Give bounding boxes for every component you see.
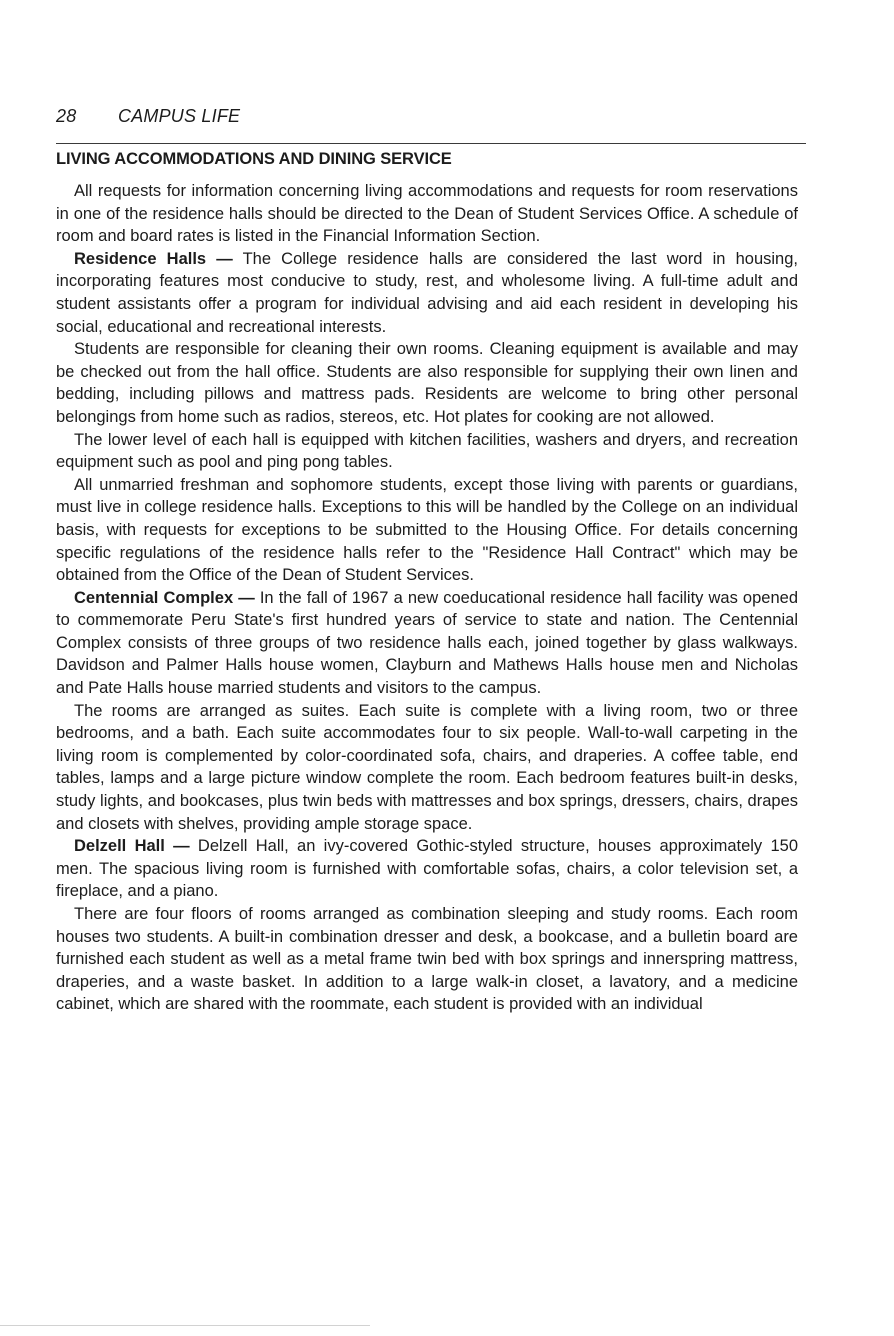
- section-heading: LIVING ACCOMMODATIONS AND DINING SERVICE: [56, 150, 452, 168]
- paragraph-text: Delzell Hall, an ivy-covered Gothic-styled structure, houses approximately 150 men. The spacious living room is furnished with comfortable sofas, chairs, a color television set, a fireplace, and a piano.: [56, 837, 798, 901]
- paragraph-delzell-rooms: [56, 903, 798, 1016]
- paragraph-residence-halls: [56, 248, 798, 338]
- paragraph-text: The rooms are arranged as suites. Each suite is complete with a living room, two or three bedrooms, and a bath. Each suite accommodates four to six people. Wall-to-wall carpeting in the living room is complemented by color-coordinated sofa, chairs, and draperies. A coffee table, end tables, lamps and a large picture window complete the room. Each bedroom features built-in desks, study lights, and bookcases, plus twin beds with mattresses and box springs, dressers, chairs, drapes and closets with shelves, providing ample storage space.: [56, 701, 798, 833]
- running-title: CAMPUS LIFE: [118, 106, 241, 126]
- bottom-edge-line: [0, 1325, 370, 1326]
- paragraph-text: The College residence halls are considered the last word in housing, incorporating features most conducive to study, rest, and wholesome living. A full-time adult and student assistants offer a program for individual advising and aid each resident in developing his social, educational and recreational interests.: [56, 249, 798, 336]
- paragraph-cleaning: [56, 338, 798, 428]
- paragraph-lead: Delzell Hall —: [74, 837, 190, 856]
- paragraph-text: The lower level of each hall is equipped with kitchen facilities, washers and dryers, and recreation equipment such as pool and ping pong tables.: [56, 430, 798, 472]
- paragraph-requests: [56, 180, 798, 248]
- paragraph-lower-level: [56, 429, 798, 474]
- paragraph-residency-requirement: [56, 474, 798, 587]
- paragraph-text: There are four floors of rooms arranged as combination sleeping and study rooms. Each room houses two students. A built-in combination dresser and desk, a bookcase, and a bulletin board are furnished each student as well as a metal frame twin bed with box springs and innerspring mattress, draperies, and a waste basket. In addition to a large walk-in closet, a lavatory, and a medicine cabinet, which are shared with the roommate, each student is provided with an individual: [56, 905, 798, 1014]
- paragraph-text: All requests for information concerning living accommodations and requests for room reservations in one of the residence halls should be directed to the Dean of Student Services Office. A schedule of room and board rates is listed in the Financial Information Section.: [56, 182, 798, 246]
- paragraph-lead: Centennial Complex —: [74, 588, 255, 607]
- header-divider: [56, 143, 806, 144]
- paragraph-suites: [56, 700, 798, 836]
- paragraph-text: In the fall of 1967 a new coeducational residence hall facility was opened to commemorate Peru State's first hundred years of service to state and nation. The Centennial Complex consists of three groups of two residence halls each, joined together by glass walkways. Davidson and Palmer Halls house women, Clayburn and Mathews Halls house men and Nicholas and Pate Halls house married students and visitors to the campus.: [56, 588, 798, 698]
- paragraph-text: All unmarried freshman and sophomore students, except those living with parents or guardians, must live in college residence halls. Exceptions to this will be handled by the College on an individual basis, with requests for exceptions to be submitted to the Housing Office. For details concerning specific regulations of the residence halls refer to the "Residence Hall Contract" which may be obtained from the Office of the Dean of Student Services.: [56, 475, 798, 585]
- paragraph-centennial-complex: [56, 587, 798, 700]
- page-number: 28: [56, 106, 77, 126]
- paragraph-text: Students are responsible for cleaning their own rooms. Cleaning equipment is available and may be checked out from the hall office. Students are also responsible for supplying their own linen and bedding, including pillows and mattress pads. Residents are welcome to bring other personal belongings from home such as radios, stereos, etc. Hot plates for cooking are not allowed.: [56, 340, 798, 426]
- paragraph-lead: Residence Halls —: [74, 249, 233, 268]
- paragraph-delzell-hall: [56, 835, 798, 903]
- body-text: [56, 180, 798, 1016]
- running-header: [56, 106, 240, 127]
